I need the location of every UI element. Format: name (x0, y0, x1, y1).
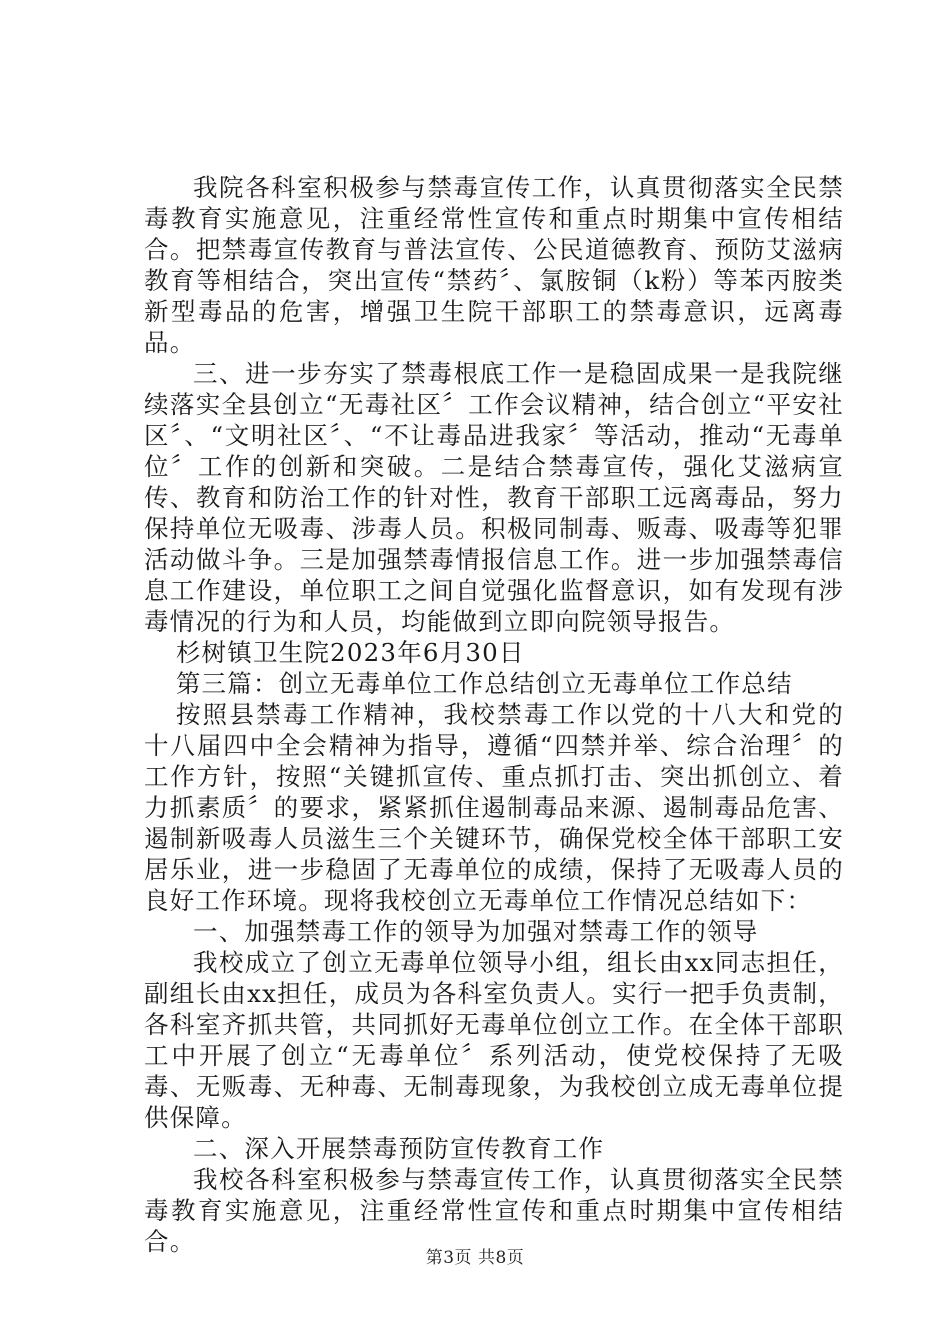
page-number-footer: 第3页 共8页 (425, 1248, 525, 1268)
subheading-2: 二、深入开展禁毒预防宣传教育工作 (193, 1134, 605, 1163)
signature-line: 杉树镇卫生院2023年6月30日 (175, 638, 525, 667)
paragraph-5: 我校各科室积极参与禁毒宣传工作，认真贯彻落实全民禁毒教育实施意见，注重经常性宣传和重点时期集中宣传相结合。 (144, 1165, 844, 1256)
paragraph-1: 我院各科室积极参与禁毒宣传工作，认真贯彻落实全民禁毒教育实施意见，注重经常性宣传和重点时期集中宣传相结合。把禁毒宣传教育与普法宣传、公民道德教育、预防艾滋病教育等相结合，突出宣传“禁药〞、氯胺铜（k粉）等苯丙胺类新型毒品的危害，增强卫生院干部职工的禁毒意识，远离毒品。 (144, 173, 844, 357)
paragraph-4: 我校成立了创立无毒单位领导小组，组长由xx同志担任，副组长由xx担任，成员为各科室负责人。实行一把手负责制，各科室齐抓共管，共同抓好无毒单位创立工作。在全体干部职工中开展了创立“无毒单位〞系列活动，使党校保持了无吸毒、无贩毒、无种毒、无制毒现象，为我校创立成无毒单位提供保障。 (144, 948, 844, 1132)
document-body (144, 172, 844, 1257)
paragraph-2: 三、进一步夯实了禁毒根底工作一是稳固成果一是我院继续落实全县创立“无毒社区〞工作会议精神，结合创立“平安社区〞、“文明社区〞、“不让毒品进我家〞等活动，推动“无毒单位〞工作的创新和突破。二是结合禁毒宣传，强化艾滋病宣传、教育和防治工作的针对性，教育干部职工远离毒品，努力保持单位无吸毒、涉毒人员。积极同制毒、贩毒、吸毒等犯罪活动做斗争。三是加强禁毒情报信息工作。进一步加强禁毒信息工作建设，单位职工之间自觉强化监督意识，如有发现有涉毒情况的行为和人员，均能做到立即向院领导报告。 (144, 359, 844, 636)
subheading-1: 一、加强禁毒工作的领导为加强对禁毒工作的领导 (193, 917, 759, 946)
paragraph-3: 按照县禁毒工作精神，我校禁毒工作以党的十八大和党的十八届四中全会精神为指导，遵循“四禁并举、综合治理〞的工作方针，按照“关键抓宣传、重点抓打击、突出抓创立、着力抓素质〞的要求，紧紧抓住遏制毒品来源、遏制毒品危害、遏制新吸毒人员滋生三个关键环节，确保党校全体干部职工安居乐业，进一步稳固了无毒单位的成绩，保持了无吸毒人员的良好工作环境。现将我校创立无毒单位工作情况总结如下： (144, 700, 844, 915)
section-title: 第三篇：创立无毒单位工作总结创立无毒单位工作总结 (175, 669, 793, 698)
